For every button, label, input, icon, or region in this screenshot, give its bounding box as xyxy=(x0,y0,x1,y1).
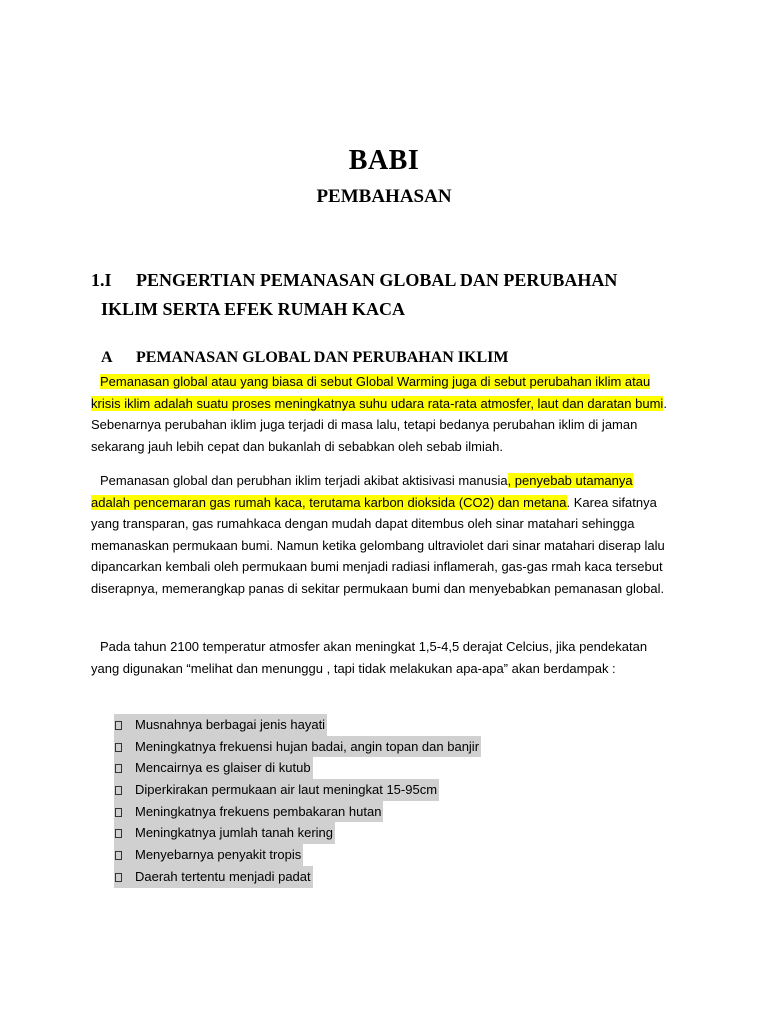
list-item-shading xyxy=(114,779,439,801)
missing-glyph-bullet-icon xyxy=(115,764,122,773)
paragraph-text: . Sebenarnya perubahan iklim juga terjadi di masa lalu, tetapi bedanya perubahan iklim di jaman sekarang jauh lebih cepat dan bukanlah di sebabkan oleh sebab ilmiah. xyxy=(91,395,667,454)
list-item xyxy=(114,779,481,801)
list-item-shading xyxy=(114,757,313,779)
missing-glyph-bullet-icon xyxy=(115,851,122,860)
missing-glyph-bullet-icon xyxy=(115,873,122,882)
missing-glyph-bullet-icon xyxy=(115,743,122,752)
list-item-shading xyxy=(114,801,383,823)
list-item-text: Daerah tertentu menjadi padat xyxy=(135,868,311,884)
list-item-shading xyxy=(114,822,335,844)
paragraph-text: . Karea sifatnya yang transparan, gas rumahkaca dengan mudah dapat ditembus oleh sinar matahari sehingga memanaskan permukaan bumi. Namun ketika gelombang ultraviolet dari sinar matahari diserap lalu dipancarkan kembali oleh permukaan bumi menjadi radiasi inflamerah, gas-gas rmah kaca tersebut diserapnya, memerangkap panas di sekitar permukaan bumi dan menyebabkan pemanasan global. xyxy=(91,494,665,596)
missing-glyph-bullet-icon xyxy=(115,786,122,795)
chapter-subtitle: PEMBAHASAN xyxy=(316,186,452,207)
missing-glyph-bullet-icon xyxy=(115,829,122,838)
section-number: 1.I xyxy=(91,270,112,290)
list-item-text: Menyebarnya penyakit tropis xyxy=(135,847,302,863)
highlighted-text: Pemanasan global atau yang biasa di sebut Global Warming juga di sebut perubahan iklim atau krisis iklim adalah suatu proses meningkatnya suhu udara rata-rata atmosfer, laut dan daratan bumi xyxy=(91,374,664,411)
list-item xyxy=(114,736,481,758)
list-item-text: Meningkatnya frekuens pembakaran hutan xyxy=(135,803,382,819)
paragraph-text: Pemanasan global dan perubhan iklim terjadi akibat aktisivasi manusia xyxy=(100,473,508,488)
list-item-shading xyxy=(114,866,313,888)
list-item-shading xyxy=(114,844,303,866)
section-title-line1: PENGERTIAN PEMANASAN GLOBAL DAN PERUBAHAN xyxy=(136,270,618,290)
paragraph-2 xyxy=(91,470,673,600)
list-item xyxy=(114,757,481,779)
section-title-line2: IKLIM SERTA EFEK RUMAH KACA xyxy=(101,299,406,319)
section-heading xyxy=(91,266,681,324)
highlighted-text: , penyebab utamanya adalah pencemaran gas rumah kaca, terutama karbon dioksida (CO2) dan metana xyxy=(91,473,633,510)
list-item-text: Mencairnya es glaiser di kutub xyxy=(135,760,311,776)
missing-glyph-bullet-icon xyxy=(115,721,122,730)
chapter-title: BABI xyxy=(348,145,420,176)
missing-glyph-bullet-icon xyxy=(115,808,122,817)
list-item-text: Meningkatnya jumlah tanah kering xyxy=(135,825,334,841)
subsection-letter: A xyxy=(101,349,113,366)
list-item-text: Musnahnya berbagai jenis hayati xyxy=(135,717,326,732)
subsection-title: PEMANASAN GLOBAL DAN PERUBAHAN IKLIM xyxy=(136,349,509,366)
list-item xyxy=(114,844,481,866)
paragraph-text: Pada tahun 2100 temperatur atmosfer akan meningkat 1,5-4,5 derajat Celcius, jika pendekatan yang digunakan “melihat dan menunggu , tapi tidak melakukan apa-apa” akan berdampak : xyxy=(91,639,648,676)
list-item xyxy=(114,714,481,736)
list-item-shading xyxy=(114,736,481,758)
list-item-shading xyxy=(114,714,327,736)
impact-list xyxy=(114,714,481,888)
list-item xyxy=(114,866,481,888)
list-item-text: Meningkatnya frekuensi hujan badai, angin topan dan banjir xyxy=(135,738,480,754)
paragraph-1 xyxy=(91,371,673,457)
list-item xyxy=(114,822,481,844)
paragraph-3 xyxy=(91,636,673,679)
list-item xyxy=(114,801,481,823)
list-item-text: Diperkirakan permukaan air laut meningkat 15-95cm xyxy=(135,782,438,798)
subsection-heading xyxy=(101,347,681,369)
